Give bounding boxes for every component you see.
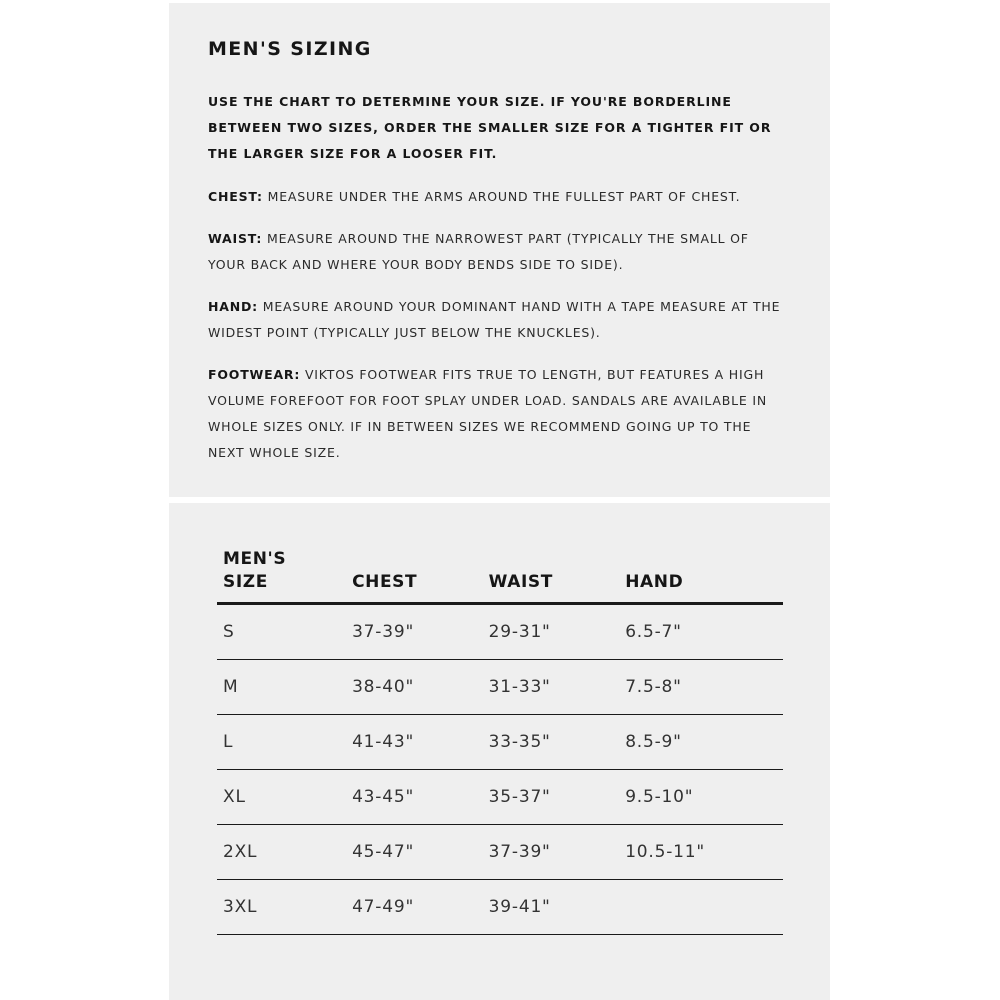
header-hand: HAND — [619, 548, 783, 604]
waist-text: MEASURE AROUND THE NARROWEST PART (TYPICALLY THE SMALL OF YOUR BACK AND WHERE YOUR BODY BENDS SIDE TO SIDE). — [208, 231, 749, 272]
cell-waist: 35-37" — [483, 770, 620, 825]
footwear-text: VIKTOS FOOTWEAR FITS TRUE TO LENGTH, BUT FEATURES A HIGH VOLUME FOREFOOT FOR FOOT SPLAY UNDER LOAD. SANDALS ARE AVAILABLE IN WHOLE SIZES ONLY. IF IN BETWEEN SIZES WE RECOMMEND GOING UP TO THE NEXT WHOLE SIZE. — [208, 367, 768, 460]
table-row — [217, 825, 783, 880]
header-size-line2: SIZE — [223, 572, 268, 592]
cell-hand: 10.5-11" — [619, 825, 783, 880]
cell-size: S — [217, 604, 346, 660]
waist-label: WAIST: — [208, 231, 263, 246]
cell-chest: 38-40" — [346, 660, 483, 715]
header-chest: CHEST — [346, 548, 483, 604]
hand-instructions — [208, 294, 790, 346]
table-row — [217, 660, 783, 715]
cell-waist: 39-41" — [483, 880, 620, 935]
footwear-instructions — [208, 362, 790, 466]
table-row — [217, 715, 783, 770]
cell-hand: 6.5-7" — [619, 604, 783, 660]
chest-instructions — [208, 184, 790, 210]
cell-chest: 47-49" — [346, 880, 483, 935]
sizing-info-panel — [169, 3, 830, 497]
page-title: MEN'S SIZING — [208, 38, 372, 60]
cell-waist: 37-39" — [483, 825, 620, 880]
size-chart-table — [217, 548, 783, 935]
cell-size: 2XL — [217, 825, 346, 880]
cell-size: L — [217, 715, 346, 770]
table-row — [217, 604, 783, 660]
cell-size: 3XL — [217, 880, 346, 935]
intro-text: USE THE CHART TO DETERMINE YOUR SIZE. IF YOU'RE BORDERLINE BETWEEN TWO SIZES, ORDER THE SMALLER SIZE FOR A TIGHTER FIT OR THE LARGER SIZE FOR A LOOSER FIT. — [208, 94, 772, 161]
cell-chest: 45-47" — [346, 825, 483, 880]
cell-chest: 37-39" — [346, 604, 483, 660]
cell-waist: 33-35" — [483, 715, 620, 770]
table-header-row — [217, 548, 783, 604]
cell-hand: 8.5-9" — [619, 715, 783, 770]
hand-text: MEASURE AROUND YOUR DOMINANT HAND WITH A TAPE MEASURE AT THE WIDEST POINT (TYPICALLY JUST BELOW THE KNUCKLES). — [208, 299, 781, 340]
cell-chest: 41-43" — [346, 715, 483, 770]
cell-size: XL — [217, 770, 346, 825]
waist-instructions — [208, 226, 790, 278]
header-size-line1: MEN'S — [223, 549, 287, 569]
cell-hand: 7.5-8" — [619, 660, 783, 715]
hand-label: HAND: — [208, 299, 258, 314]
table-row — [217, 770, 783, 825]
chest-text: MEASURE UNDER THE ARMS AROUND THE FULLEST PART OF CHEST. — [267, 189, 741, 204]
cell-chest: 43-45" — [346, 770, 483, 825]
size-chart-panel — [169, 503, 830, 1000]
cell-waist: 29-31" — [483, 604, 620, 660]
table-row — [217, 880, 783, 935]
cell-hand — [619, 880, 783, 935]
cell-size: M — [217, 660, 346, 715]
footwear-label: FOOTWEAR: — [208, 367, 301, 382]
header-waist: WAIST — [483, 548, 620, 604]
header-size — [217, 548, 346, 604]
cell-hand: 9.5-10" — [619, 770, 783, 825]
chest-label: CHEST: — [208, 189, 263, 204]
cell-waist: 31-33" — [483, 660, 620, 715]
